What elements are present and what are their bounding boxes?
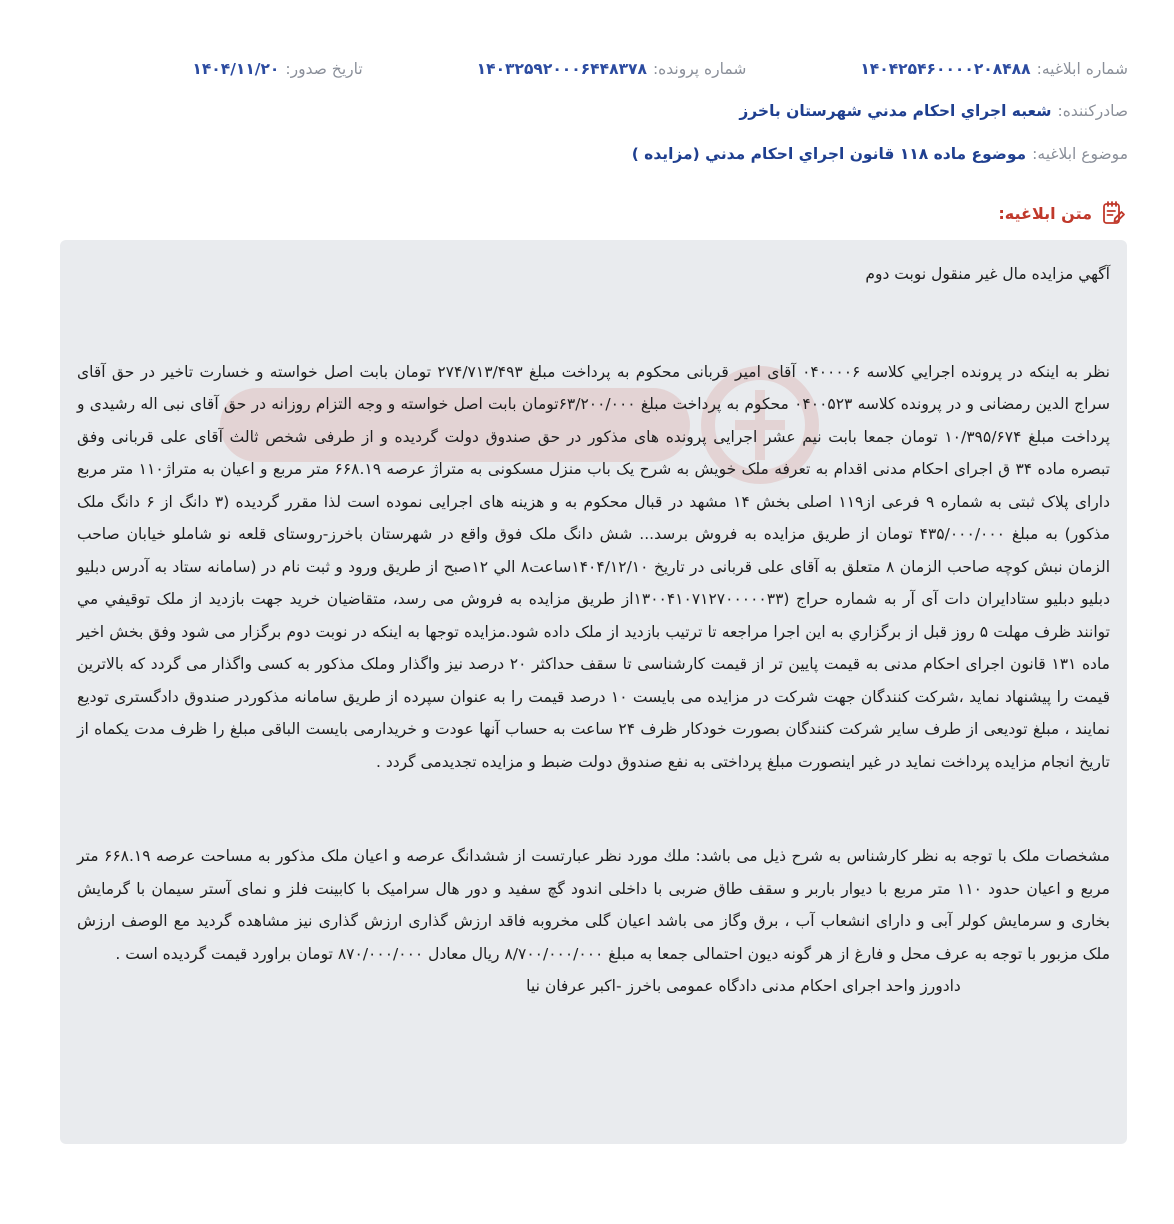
- notice-body: [77, 258, 1110, 1003]
- notice-content-box: [60, 240, 1127, 1144]
- notice-text-heading-label: متن ابلاغیه:: [998, 203, 1092, 223]
- subject-label: موضوع ابلاغیه:: [1032, 145, 1128, 163]
- case-number-label: شماره پرونده:: [652, 60, 747, 78]
- issue-date-value: ۱۴۰۴/۱۱/۲۰: [192, 60, 280, 78]
- issue-date-label: تاریخ صدور:: [285, 60, 363, 78]
- notice-paragraph-auction: نظر به اینکه در پرونده اجرایي كلاسه ۰۴۰۰۰۰۶ آقای امیر قربانی محکوم به پرداخت مبلغ ۲۷۴/۷۱۳/۴۹۳ تومان بابت اصل خواسته و خسارت تاخیر در حق آقای سراج الدین رمضانی و در پرونده کلاسه ۰۴۰۰۵۲۳ محکوم به پرداخت مبلغ ۶۳/۲۰۰/۰۰۰تومان بابت اصل خواسته و وجه التزام روزانه در حق آقای نبی اله رشیدی و پرداخت مبلغ ۱۰/۳۹۵/۶۷۴ تومان جمعا بابت نیم عشر اجرایی پرونده های مذکور در حق صندوق دولت گردیده و از طرفی شخص ثالث آقای علی قربانی وفق تبصره ماده ۳۴ ق اجرای احکام مدنی اقدام به تعرفه ملک خویش به شرح یک باب منزل مسکونی به متراژ عرصه ۶۶۸.۱۹ متر مربع و اعیان به متراژ۱۱۰ متر مربع دارای پلاک ثبتی به شماره ۹ فرعی از۱۱۹ اصلی بخش ۱۴ مشهد در قبال محکوم به و هزینه های اجرایی نموده است لذا مقرر گردیده (۳ دانگ از ۶ دانگ ملک مذکور) به مبلغ ۴۳۵/۰۰۰/۰۰۰ تومان از طریق مزایده به فروش برسد... شش دانگ ملک فوق واقع در شهرستان باخرز-روستای قلعه نو شاملو خیابان صاحب الزمان نبش کوچه صاحب الزمان ۸ متعلق به آقای علی قربانی در تاریخ ۱۴۰۴/۱۲/۱۰ساعت۸ الي ۱۲صبح از طریق ورود و ثبت نام در (سامانه ستاد به آدرس دبلیو دبلیو دبلیو ستادایران دات آی آر به شماره حراج (۱۳۰۰۴۱۰۷۱۲۷۰۰۰۰۰۳۳از طریق مزایده به فروش می رسد، متقاضیان خرید جهت بازدید از ملک توقيفي مي توانند ظرف مهلت ۵ روز قبل از برگزاري به این اجرا مراجعه تا ترتیب بازدید از ملک داده شود.مزایده توجها به اینکه در نوبت دوم برگزار می شود وفق بخش اخیر ماده ۱۳۱ قانون اجرای احکام مدنی به قیمت پایین تر از قیمت کارشناسی تا سقف حداکثر ۲۰ درصد نیز واگذار وملک مذکور به کسی واگذار می گردد که بالاترین قیمت را پیشنهاد نماید ،شرکت کنندگان جهت شرکت در مزایده می بایست ۱۰ درصد قیمت را به عنوان سپرده از طریق سامانه مذکوردر صندوق دادگستری تودیع نمایند ، مبلغ تودیعی از طرف سایر شرکت کنندگان بصورت خودکار ظرف ۲۴ ساعت به حساب آنها عودت و خریدارمی بایست الباقی مبلغ را ظرف مدت یکماه از تاریخ انجام مزایده پرداخت نماید در غیر اینصورت مبلغ پرداختی به نفع صندوق دولت ضبط و مزایده تجدیدمی گردد .: [77, 362, 1111, 771]
- paragraph-spacer: [77, 778, 1110, 840]
- case-number-value: ۱۴۰۳۲۵۹۲۰۰۰۶۴۴۸۳۷۸: [476, 60, 647, 78]
- notice-paragraph-property: مشخصات ملک با توجه به نظر کارشناس به شرح ذیل می باشد: ملك مورد نظر عبارتست از ششدانگ عرصه و اعيان ملک مذکور به مساحت عرصه ۶۶۸.۱۹ متر مربع و اعیان حدود ۱۱۰ متر مربع با دیوار باربر و سقف طاق ضربی با داخلی اندود گچ سفید و دور هال سرامیک با کابینت فلز و نمای آستر سیمان با گرمایش بخاری و سرمایش کولر آبی و دارای انشعاب آب ، برق وگاز می باشد اعیان گلی مخروبه فاقد ارزش گذاری ارزش گذاری نیز مشاهده گردید مع الوصف ارزش ملک مزبور با توجه به عرف محل و فارغ از هر گونه دیون احتمالی جمعا به مبلغ ۸/۷۰۰/۰۰۰/۰۰۰ ریال معادل ۸۷۰/۰۰۰/۰۰۰ تومان براورد قیمت گردیده است .: [77, 847, 1110, 963]
- notice-text-heading: [998, 200, 1126, 226]
- issue-date: [192, 58, 362, 80]
- notice-title: آگهي مزايده مال غير منقول نوبت دوم: [865, 265, 1110, 283]
- issuer-label: صادرکننده:: [1057, 102, 1128, 120]
- notice-signature: دادورز واحد اجرای احکام مدنی دادگاه عمومی باخرز -اکبر عرفان نیا: [526, 977, 961, 995]
- meta-row-numbers: [46, 58, 1128, 80]
- notice-number-value: ۱۴۰۴۲۵۴۶۰۰۰۰۲۰۸۴۸۸: [860, 60, 1031, 78]
- issuer-value: شعبه اجراي احكام مدني شهرستان باخرز: [739, 102, 1052, 120]
- meta-row-issuer: [46, 100, 1128, 122]
- meta-row-subject: [46, 143, 1128, 165]
- notice-number-label: شماره ابلاغیه:: [1036, 60, 1128, 78]
- case-number: [477, 58, 747, 80]
- notice-number: [860, 58, 1128, 80]
- document-edit-icon: [1100, 200, 1126, 226]
- subject-value: موضوع ماده ۱۱۸ قانون اجراي احكام مدني (مزايده ): [631, 145, 1027, 163]
